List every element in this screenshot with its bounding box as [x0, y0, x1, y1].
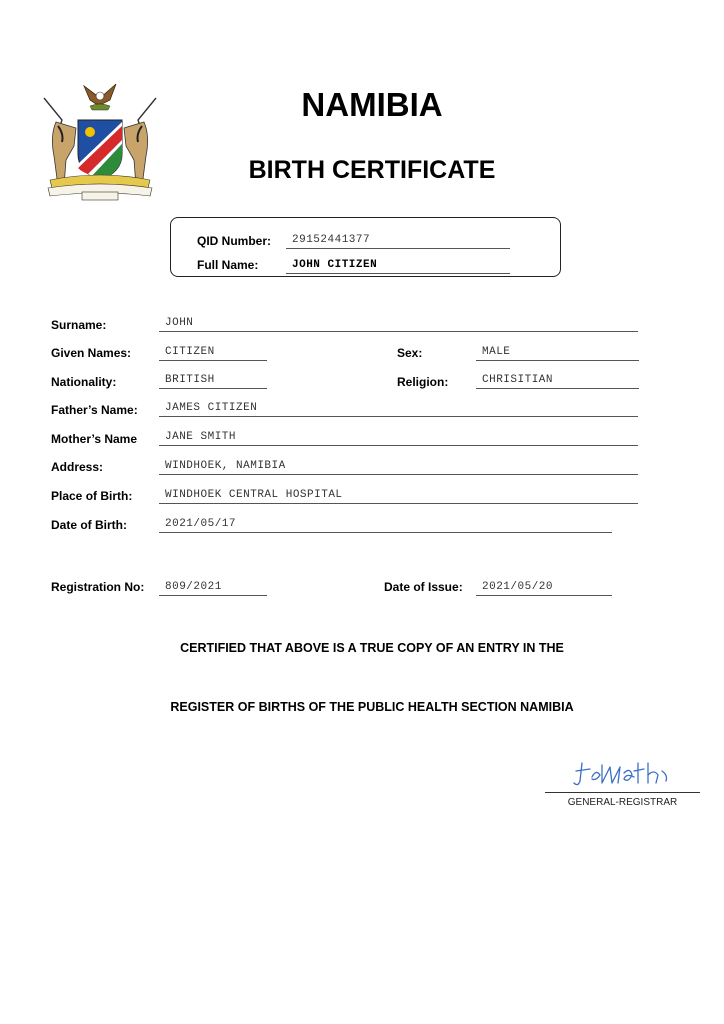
date-of-birth-label: Date of Birth:: [51, 518, 127, 532]
place-of-birth-label: Place of Birth:: [51, 489, 133, 503]
signature-line: [545, 792, 700, 793]
qid-number-label: QID Number:: [197, 234, 272, 248]
date-of-issue-label: Date of Issue:: [384, 580, 463, 594]
country-title: NAMIBIA: [301, 86, 443, 123]
religion-label: Religion:: [397, 375, 449, 389]
nationality-label: Nationality:: [51, 375, 117, 389]
given-names-label: Given Names:: [51, 346, 132, 360]
religion-value: CHRISITIAN: [476, 373, 639, 389]
registration-no-value: 809/2021: [159, 580, 267, 596]
fathers-name-label: Father’s Name:: [51, 403, 138, 417]
address-value: WINDHOEK, NAMIBIA: [159, 459, 638, 475]
sex-label: Sex:: [397, 346, 423, 360]
certification-line-2: REGISTER OF BIRTHS OF THE PUBLIC HEALTH SECTION NAMIBIA: [170, 700, 574, 714]
surname-label: Surname:: [51, 318, 107, 332]
mothers-name-label: Mother’s Name: [51, 432, 138, 446]
fathers-name-value: JAMES CITIZEN: [159, 401, 638, 417]
address-label: Address:: [51, 460, 104, 474]
full-name-value: JOHN CITIZEN: [286, 258, 510, 274]
date-of-birth-value: 2021/05/17: [159, 517, 612, 533]
registration-no-label: Registration No:: [51, 580, 145, 594]
sex-value: MALE: [476, 345, 639, 361]
document-title: BIRTH CERTIFICATE: [248, 156, 496, 184]
nationality-value: BRITISH: [159, 373, 267, 389]
full-name-label: Full Name:: [197, 258, 259, 272]
signature-image: [572, 757, 672, 791]
qid-number-value: 29152441377: [286, 233, 510, 249]
date-of-issue-value: 2021/05/20: [476, 580, 612, 596]
given-names-value: CITIZEN: [159, 345, 267, 361]
certification-line-1: CERTIFIED THAT ABOVE IS A TRUE COPY OF AN ENTRY IN THE: [180, 641, 564, 655]
place-of-birth-value: WINDHOEK CENTRAL HOSPITAL: [159, 488, 638, 504]
mothers-name-value: JANE SMITH: [159, 430, 638, 446]
surname-value: JOHN: [159, 316, 638, 332]
general-registrar-label: GENERAL-REGISTRAR: [567, 797, 678, 808]
